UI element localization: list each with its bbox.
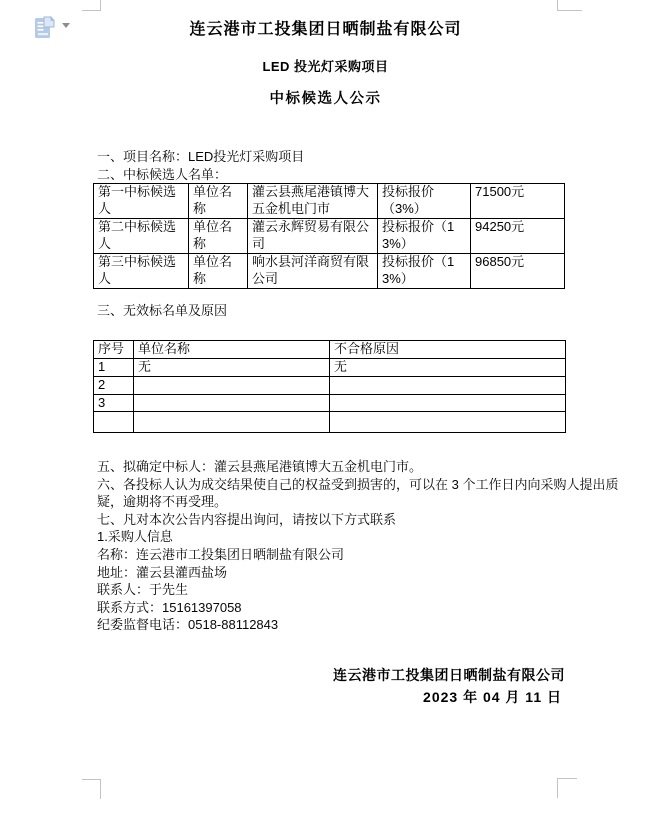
table-cell: 无 [330, 359, 566, 377]
table-cell: 1 [94, 359, 134, 377]
margin-cropmark-top-right [557, 0, 582, 11]
paragraph-line: 五、拟确定中标人：灌云县燕尾港镇博大五金机电门市。 [97, 459, 423, 474]
table-cell: 96850元 [471, 254, 565, 289]
table-cell: 2 [94, 376, 134, 394]
signature-company: 连云港市工投集团日晒制盐有限公司 [333, 667, 565, 683]
table-row [94, 184, 565, 219]
table-cell: 第二中标候选人 [94, 219, 189, 254]
margin-cropmark-bottom-left [82, 779, 101, 799]
margin-cropmark-top-left [82, 0, 101, 11]
invalid-bids-table [93, 340, 566, 433]
table-row [94, 219, 565, 254]
table-cell [134, 394, 330, 412]
announcement-heading: 中标候选人公示 [269, 91, 382, 107]
table-cell [134, 412, 330, 433]
section-candidate-list: 二、中标候选人名单： [97, 167, 228, 182]
project-subtitle: LED 投光灯采购项目 [262, 59, 389, 74]
table-header-cell: 单位名称 [134, 341, 330, 359]
table-row [94, 394, 566, 412]
table-cell: 灌云县燕尾港镇博大五金机电门市 [248, 184, 378, 219]
table-cell: 71500元 [471, 184, 565, 219]
notice-paragraphs [97, 458, 619, 634]
margin-cropmark-bottom-right [557, 778, 577, 798]
winner-candidates-table [93, 183, 565, 289]
section-project-name: 一、项目名称：LED投光灯采购项目 [97, 149, 305, 164]
paragraph-line: 联系方式：15161397058 [97, 599, 242, 615]
table-cell [94, 412, 134, 433]
document-title: 连云港市工投集团日晒制盐有限公司 [189, 21, 462, 38]
table-cell [330, 412, 566, 433]
table-cell: 单位名称 [189, 254, 248, 289]
signature-date: 2023 年 04 月 11 日 [423, 689, 562, 705]
table-cell: 3 [94, 394, 134, 412]
table-header-row [94, 341, 566, 359]
paragraph-line: 六、各投标人认为成交结果使自己的权益受到损害的，可以在 3 个工作日内向采购人提出质 [97, 476, 619, 492]
table-cell: 单位名称 [189, 184, 248, 219]
table-row [94, 254, 565, 289]
table-cell: 无 [134, 359, 330, 377]
table-cell: 响水县河洋商贸有限公司 [248, 254, 378, 289]
table-cell: 第三中标候选人 [94, 254, 189, 289]
table-cell: 投标报价（3%） [378, 184, 471, 219]
paragraph-line: 疑，逾期将不再受理。 [97, 494, 228, 510]
table-cell [330, 376, 566, 394]
paragraph-line: 七、凡对本次公告内容提出询问，请按以下方式联系 [97, 511, 397, 527]
table-row [94, 359, 566, 377]
table-row [94, 376, 566, 394]
table-row [94, 412, 566, 433]
paragraph-line: 地址：灌云县灌西盐场 [97, 564, 228, 580]
paragraph-line: 名称：连云港市工投集团日晒制盐有限公司 [97, 546, 345, 562]
paragraph-line: 1.采购人信息 [97, 529, 173, 545]
table-cell: 单位名称 [189, 219, 248, 254]
table-cell [330, 394, 566, 412]
table-cell [134, 376, 330, 394]
signature-block [0, 664, 565, 708]
paragraph-line: 联系人：于先生 [97, 582, 189, 598]
section-invalid-bids: 三、无效标名单及原因 [97, 303, 228, 318]
table-cell: 94250元 [471, 219, 565, 254]
table-header-cell: 不合格原因 [330, 341, 566, 359]
table-cell: 第一中标候选人 [94, 184, 189, 219]
table-cell: 投标报价（13%） [378, 219, 471, 254]
table-cell: 投标报价（13%） [378, 254, 471, 289]
paragraph-line: 纪委监督电话：0518-88112843 [97, 617, 279, 633]
table-cell: 灌云永辉贸易有限公司 [248, 219, 378, 254]
table-header-cell: 序号 [94, 341, 134, 359]
